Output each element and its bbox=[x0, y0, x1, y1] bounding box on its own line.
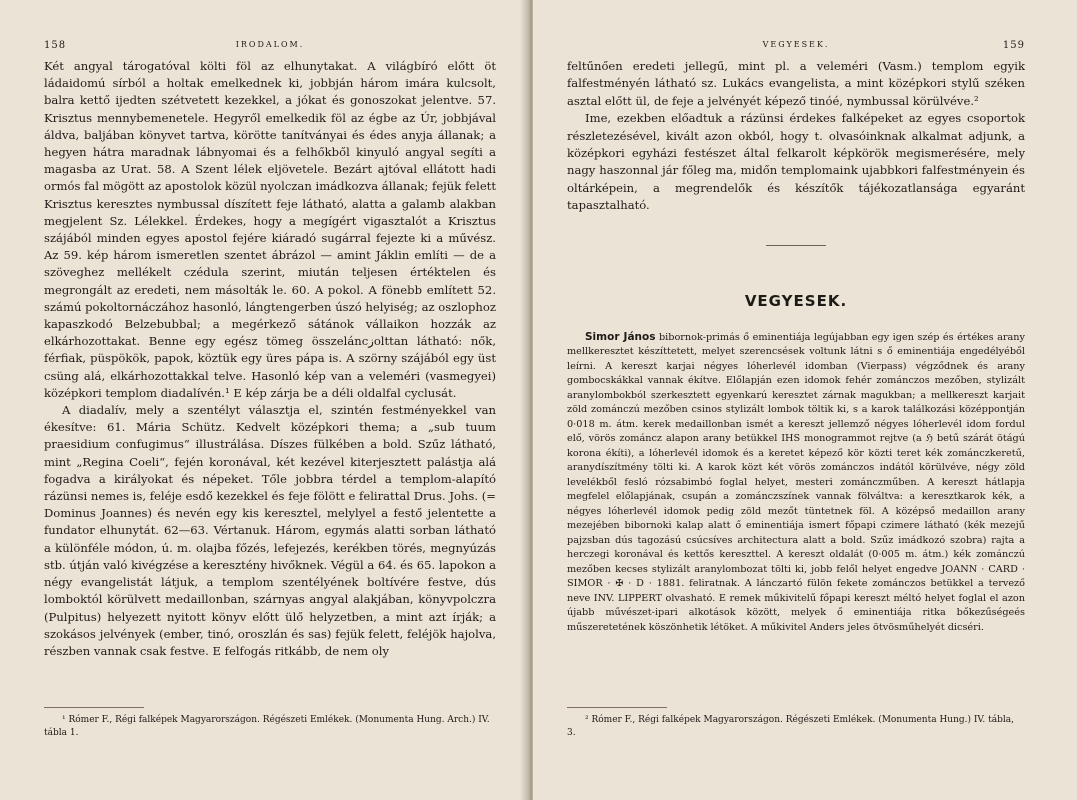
right-running-title: VEGYESEK. bbox=[762, 40, 830, 49]
left-running-head bbox=[44, 40, 496, 58]
left-body-text bbox=[44, 58, 496, 660]
right-footnote bbox=[567, 707, 1025, 740]
left-paragraph-1: Két angyal tárogatóval költi föl az elhunytakat. A világbíró előtt öt ládaidomú sírból a holtak emelkednek ki, jobbján három imára kulcsolt, balra kettő ijedten szétvetett kezekkel, a jókat és gonoszokat jelentve. 57. Krisztus mennybemenetele. Hegyről emelkedik föl az égbe az Úr, jobbjával áldva, baljában könyvet tartva, körötte tanítványai és édes anyja állanak; a hegyen hátra maradnak lábnyomai és a felhőkből kinyuló angyal segíti a magasba az Urat. 58. A Szent lélek eljövetele. Bezárt ajtóval ellátott hadi ormós fal mögött az apostolok közül nyolczan imádkozva állanak; fejük felett Krisztus keresztes nymbussal díszített feje látható, alatta a galamb alakban megjelent Sz. Lélekkel. Érdekes, hogy a megígért vigasztalót a Krisztus szájából minden egyes apostol fejére kiáradó sugárral fejezte ki a művész. Az 59. kép három ismeretlen szentet ábrázol — amint Jáklin említi — de a szöveghez mellékelt czédula szerint, miután teljesen értéktelen és megrongált az eredeti, nem másolták le. 60. A pokol. A fönebb említett 52. számú pokoltornáczához hasonló, lángtengerben úszó helyiség; az oszlophoz kapaszkodó Belzebubbal; a megérkező sátánok vállaikon hozzák az elkárhozottakat. Benne egy egész tömeg összeláncزolttan látható: nők, férfiak, püspökök, papok, köztük egy üres pápa is. A szörny szájából egy üst csüng alá, elkárhozottakkal telve. Hasonló kép van a veleméri (vasmegyei) középkori templom diadalívén.¹ E kép zárja be a déli oldalfal cyclusát. bbox=[44, 59, 496, 400]
left-footnote-text: ¹ Rómer F., Régi falképek Magyarországon. Régészeti Emlékek. (Monumenta Hung. Arch.) IV. tábla 1. bbox=[44, 715, 490, 738]
right-footnote-text: ² Rómer F., Régi falképek Magyarországon. Régészeti Emlékek. (Monumenta Hung.) IV. tábla, 3. bbox=[567, 715, 1014, 738]
left-footnote bbox=[44, 707, 496, 740]
left-paragraph-2: A diadalív, mely a szentélyt választja el, szintén festményekkel van ékesítve: 61. Mária Schütz. Kedvelt középkori thema; a „sub tuum praesidium confugimus“ illustrálása. Díszes fülkében a bold. Szűz látható, mint „Regina Coeli“, fején koronával, két kezével kiterjesztett palástja alá fogadva a királyokat és népeket. Tőle jobbra térdel a templom-alapító rázünsi nemes is, feléje esdő kezekkel és feje fölött e felirattal Drus. Johs. (= Dominus Joannes) és nevén egy kis keresztel, melylyel a festő jelentette a fundator elhunytát. 62—63. Vértanuk. Három, egymás alatti sorban látható a különféle módon, ú. m. olajba főzés, lefejezés, kerékben törés, megnyúzás stb. útján való kivégzése a keresztény hivőknek. Végül a 64. és 65. lapokon a négy evangelistát látjuk, a templom szentélyének boltívére festve, dús lomboktól körülvett medaillonban, szárnyas angyal alakjában, könyvpolczra (Pulpitus) helyezett nyitott könyv előtt ülő helyzetben, a mint azt írják; a szokásos jelvények (ember, tinó, oroszlán és sas) fejük felett, feléjök hajolva, részben vannak csak festve. E felfogás ritkább, de nem oly bbox=[44, 403, 496, 658]
right-footnote-rule bbox=[567, 707, 667, 708]
section-lead-name: Simor János bbox=[585, 330, 656, 343]
section-paragraph bbox=[567, 330, 1025, 636]
section-body bbox=[567, 330, 1025, 636]
left-running-title: IRODALOM. bbox=[235, 40, 305, 49]
right-page bbox=[533, 0, 1077, 800]
right-body-text bbox=[567, 58, 1025, 635]
right-running-head bbox=[567, 40, 1025, 58]
right-page-number: 159 bbox=[1002, 40, 1025, 51]
section-divider bbox=[766, 245, 826, 246]
section-title: VEGYESEK. bbox=[744, 291, 848, 310]
right-paragraph-2: Ime, ezekben előadtuk a rázünsi érdekes falképeket az egyes csoportok részletezésével, kivált azon okból, hogy t. olvasóinknak alkalmat adjunk, a középkori egyházi festészet által felkarolt képkörök megismerésére, mely nagy haszonnal jár főleg ma, midőn templomaink ujabbkori falfestményein és oltárképein, a megrendelők és készítők tájékozatlansága egyaránt tapasztalható. bbox=[567, 111, 1025, 213]
section-paragraph-text: bibornok-primás ő eminentiája legújabban egy igen szép és értékes arany mellkeresztet készíttetett, melyet szerencsések voltunk látni s ő eminentiája engedélyéből leírni. A kereszt karjai négyes lóherlevél idomban (Vierpass) végződnek és arany gombocskákkal vannak ékítve. Előlapján ezen idomok fehér zománczos mezőben, stylizált aranylombokból szerkesztett egyenkarú keresztet zárnak magukban; a mellkereszt karjait zöld zománczú mezőben csinos stylizált lombok töltik ki, s a karok találkozási középpontján 0·018 m. átm. kerek medaillonban ismét a kereszt jellemző négyes lóherlevél idom fordul elő, vörös zománcz alapon arany betükkel IHS monogrammot rejtve (a ℌ betű szárát ötágú korona ékíti), a lóherlevél idomok és a keretet képező kör közti teret kék zománczkeretű, aranydíszítmény tölti ki. A karok közt két vörös zománczos indától körülvéve, négy zöld levelékből fesló rózsabimbó foglal helyet, mesteri zománczműben. A kereszt hátlapja megfelel előlapjának, csupán a zománczszínek vannak fölváltva: a keresztkarok kék, a négyes lóherlevél idomok pedig zöld mezőt tüntetnek föl. A középső medaillon arany mezejében bibornoki kalap alatt ő eminentiája ismert főpapi czimere látható (kék mezejű pajzsban dús tagozású csúcsíves architectura alatt a bold. Szűz imádkozó szobra) rajta a herczegi koronával és kettős kereszttel. A kereszt oldalát (0·005 m. átm.) kék zománczú mezőben kecses stylizált aranylombozat tölti ki, jobb felől helyet engedve JOANN · CARD · SIMOR · ✠ · D · 1881. feliratnak. A lánczartó fülön fekete zománczos betükkel a tervező neve INV. LIPPERT olvasható. E remek műkivitelű főpapi kereszt méltó helyet foglal el azon újabb művészet-ipari alkotások között, melyek ő eminentiája ritka bőkezűségeés műszeretetének köszönhetik létöket. A műkivitel Anders jeles ötvösműhelyét dicséri. bbox=[567, 331, 1025, 633]
left-footnote-rule bbox=[44, 707, 144, 708]
left-page-number: 158 bbox=[44, 40, 67, 51]
right-paragraph-1: feltűnően eredeti jellegű, mint pl. a veleméri (Vasm.) templom egyik falfestményén látható sz. Lukács evangelista, a mint középkori stylű széken asztal előtt ül, de feje a jelvényét képező tinóé, nymbussal körülvéve.² bbox=[567, 59, 1025, 108]
left-page bbox=[0, 0, 528, 800]
